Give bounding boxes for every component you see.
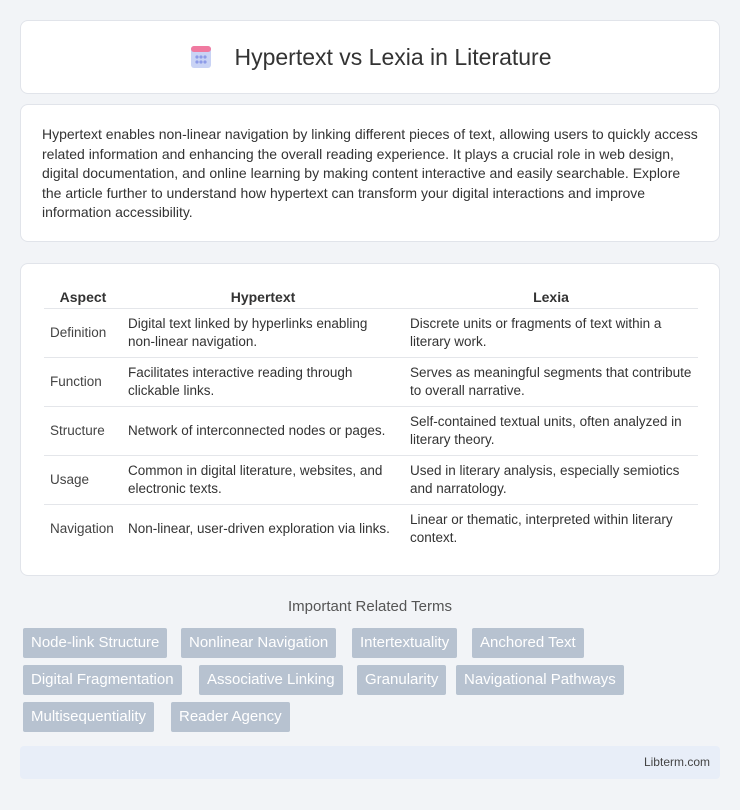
tag-multisequentiality[interactable]: Multisequentiality (23, 702, 154, 732)
tag-intertextuality[interactable]: Intertextuality (352, 628, 457, 658)
cell-lexia: Self-contained textual units, often analyzed in literary theory. (404, 406, 698, 455)
related-terms-title: Important Related Terms (288, 598, 452, 615)
cell-lexia: Used in literary analysis, especially semiotics and narratology. (404, 455, 698, 504)
table-row (44, 455, 698, 504)
tag-anchored-text[interactable]: Anchored Text (472, 628, 584, 658)
table-row (44, 406, 698, 455)
cell-hypertext: Non-linear, user-driven exploration via links. (122, 504, 404, 553)
page-title: Hypertext vs Lexia in Literature (234, 43, 552, 70)
cell-hypertext: Network of interconnected nodes or pages. (122, 406, 404, 455)
intro-card (20, 104, 720, 242)
title-card (20, 20, 720, 94)
tag-associative-linking[interactable]: Associative Linking (199, 665, 343, 695)
cell-hypertext: Facilitates interactive reading through clickable links. (122, 357, 404, 406)
table-header-row (44, 286, 698, 308)
cell-lexia: Serves as meaningful segments that contribute to overall narrative. (404, 357, 698, 406)
table-row (44, 504, 698, 553)
cell-hypertext: Digital text linked by hyperlinks enabling non-linear navigation. (122, 308, 404, 357)
table-row (44, 357, 698, 406)
cell-aspect: Function (44, 357, 122, 406)
header-lexia: Lexia (533, 288, 569, 305)
cell-hypertext: Common in digital literature, websites, and electronic texts. (122, 455, 404, 504)
intro-text: Hypertext enables non-linear navigation by linking different pieces of text, allowing users to quickly access related information and enhancing the overall reading experience. It plays a crucial role in web design, digital documentation, and online learning by making content interactive and easily searchable. Explore the article further to understand how hypertext can transform your digital interactions and improve information accessibility. (42, 126, 698, 220)
cell-aspect: Navigation (44, 504, 122, 553)
footer (20, 746, 720, 779)
tag-nonlinear-navigation[interactable]: Nonlinear Navigation (181, 628, 336, 658)
cell-lexia: Linear or thematic, interpreted within literary context. (404, 504, 698, 553)
footer-site-link[interactable]: Libterm.com (643, 755, 710, 769)
tag-reader-agency[interactable]: Reader Agency (171, 702, 290, 732)
header-hypertext: Hypertext (230, 288, 296, 305)
tag-granularity[interactable]: Granularity (357, 665, 446, 695)
cell-aspect: Usage (44, 455, 122, 504)
comparison-table (44, 286, 698, 553)
tag-navigational-pathways[interactable]: Navigational Pathways (456, 665, 624, 695)
comparison-card (20, 263, 720, 576)
tag-node-link-structure[interactable]: Node-link Structure (23, 628, 167, 658)
cell-aspect: Definition (44, 308, 122, 357)
tag-digital-fragmentation[interactable]: Digital Fragmentation (23, 665, 182, 695)
document-icon (188, 44, 214, 70)
table-row (44, 308, 698, 357)
header-aspect: Aspect (59, 288, 107, 305)
cell-lexia: Discrete units or fragments of text within a literary work. (404, 308, 698, 357)
cell-aspect: Structure (44, 406, 122, 455)
